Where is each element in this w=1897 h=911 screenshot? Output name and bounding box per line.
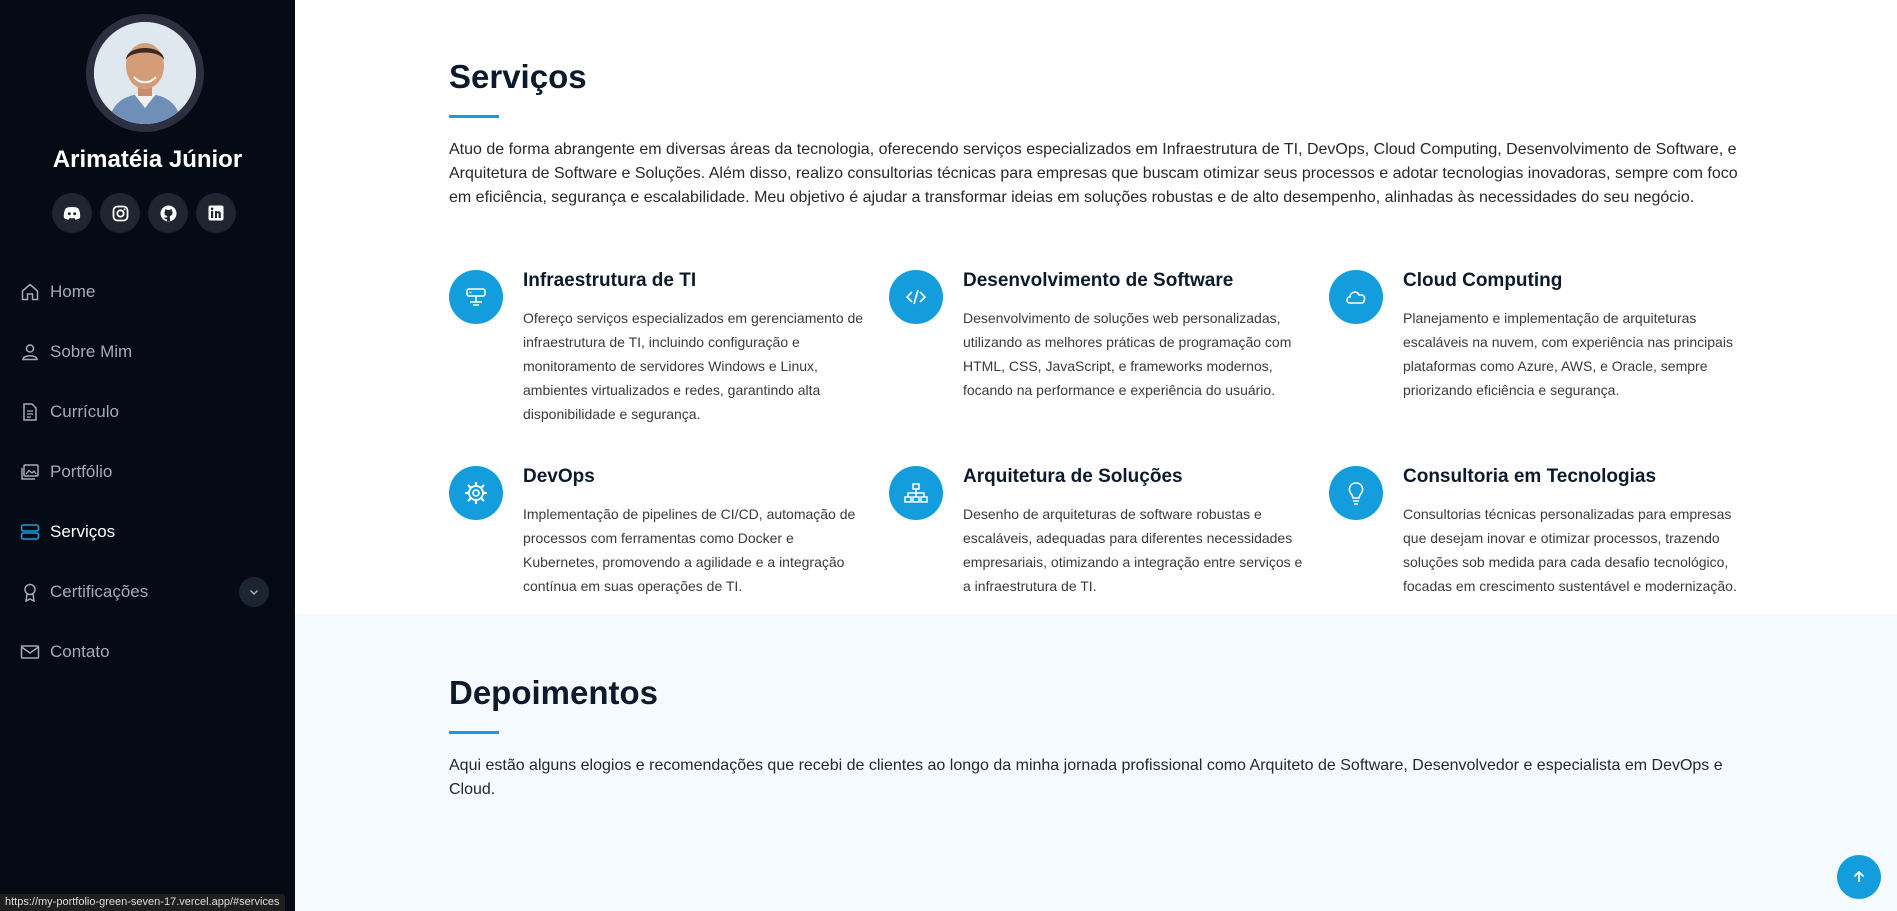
testimonials-section [295, 614, 1897, 911]
title-underline [449, 731, 499, 734]
service-text: Planejamento e implementação de arquiteturas escaláveis na nuvem, com experiência nas principais plataformas como Azure, AWS, e Oracle, sempre priorizando eficiência e segurança. [1403, 310, 1733, 398]
testimonials-title: Depoimentos [449, 674, 659, 711]
sidebar [0, 0, 295, 911]
service-card-infraestrutura [449, 270, 869, 430]
server-icon [464, 285, 488, 309]
profile-name: Arimatéia Júnior [52, 146, 243, 173]
services-description: Atuo de forma abrangente em diversas áreas da tecnologia, oferecendo serviços especializados em Infraestrutura de TI, DevOps, Cloud Computing, Desenvolvimento de Software, e Arquitetura de Software e Soluções. Além disso, realizo consultorias técnicas para empresas que buscam otimizar seus processos e adotar tecnologias inovadoras, sempre com foco em eficiência, segurança e escalabilidade. Meu objetivo é ajudar a transformar ideias em soluções robustas e de alto desempenho, alinhadas às necessidades do seu negócio. [449, 141, 1738, 206]
service-title: Desenvolvimento de Software [963, 270, 1234, 291]
images-icon [20, 462, 40, 482]
service-text: Implementação de pipelines de CI/CD, automação de processos com ferramentas como Docker e Kubernetes, promovendo a agilidade e a integração contínua em suas operações de TI. [523, 506, 856, 594]
scroll-top-button[interactable] [1837, 855, 1881, 899]
service-title: DevOps [523, 466, 595, 487]
code-icon [904, 285, 928, 309]
nav-label: Certificações [50, 582, 149, 601]
lightbulb-icon [1344, 480, 1368, 506]
person-icon [20, 342, 40, 362]
nav-label: Contato [50, 642, 110, 661]
service-card-arquitetura [889, 466, 1309, 626]
nav-item-home[interactable] [0, 262, 295, 322]
nav-item-sobre-mim[interactable] [0, 322, 295, 382]
service-text: Desenho de arquiteturas de software robustas e escaláveis, adequadas para diferentes necessidades empresariais, otimizando a integração entre serviços e a infraestrutura de TI. [963, 506, 1303, 594]
nav-item-servicos[interactable] [0, 502, 295, 562]
service-text: Desenvolvimento de soluções web personalizadas, utilizando as melhores práticas de programação com HTML, CSS, JavaScript, e frameworks modernos, focando na performance e experiência do usuário. [963, 310, 1292, 398]
service-card-cloud [1329, 270, 1749, 430]
linkedin-icon [208, 205, 224, 221]
file-icon [20, 402, 40, 422]
service-title: Infraestrutura de TI [523, 270, 697, 291]
github-link[interactable] [148, 193, 188, 233]
services-title: Serviços [449, 58, 587, 95]
services-section [295, 0, 1897, 614]
nav-label: Portfólio [50, 462, 113, 481]
gear-icon [463, 480, 489, 506]
discord-link[interactable] [52, 193, 92, 233]
home-icon [20, 282, 40, 302]
nav-item-curriculo[interactable] [0, 382, 295, 442]
service-text: Ofereço serviços especializados em gerenciamento de infraestrutura de TI, incluindo configuração e monitoramento de servidores Windows e Linux, ambientes virtualizados e redes, garantindo alta disponibilidade e segurança. [523, 310, 864, 422]
cloud-icon [1343, 285, 1369, 309]
github-icon [160, 205, 177, 222]
nav-item-certificacoes[interactable] [0, 562, 295, 622]
discord-icon [63, 206, 81, 220]
nav-label: Home [50, 282, 96, 301]
chevron-down-icon [248, 586, 260, 598]
service-card-consultoria [1329, 466, 1749, 626]
title-underline [449, 115, 499, 118]
service-card-desenvolvimento [889, 270, 1309, 430]
hdd-stack-icon [20, 522, 40, 542]
nav-label: Currículo [50, 402, 119, 421]
service-card-devops [449, 466, 869, 626]
arrow-up-icon [1851, 869, 1867, 885]
certificacoes-toggle[interactable] [239, 577, 269, 607]
main-content [295, 0, 1897, 911]
instagram-icon [112, 205, 129, 222]
award-icon [20, 582, 40, 602]
diagram-icon [903, 481, 929, 505]
sidebar-nav [0, 262, 295, 682]
social-links [52, 193, 236, 233]
instagram-link[interactable] [100, 193, 140, 233]
service-title: Cloud Computing [1403, 270, 1563, 291]
service-title: Consultoria em Tecnologias [1403, 466, 1657, 487]
service-text: Consultorias técnicas personalizadas para empresas que desejam inovar e otimizar processos, trazendo soluções sob medida para cada desafio tecnológico, focadas em crescimento sustentável e modernização. [1403, 506, 1737, 594]
service-title: Arquitetura de Soluções [963, 466, 1183, 487]
nav-label: Sobre Mim [50, 342, 133, 361]
nav-item-portfolio[interactable] [0, 442, 295, 502]
status-bar-url: https://my-portfolio-green-seven-17.vercel.app/#services [0, 894, 285, 911]
nav-item-contato[interactable] [0, 622, 295, 682]
nav-label: Serviços [50, 522, 116, 541]
testimonials-description: Aqui estão alguns elogios e recomendações que recebi de clientes ao longo da minha jornada profissional como Arquiteto de Software, Desenvolvedor e especialista em DevOps e Cloud. [449, 757, 1723, 798]
envelope-icon [20, 642, 40, 662]
avatar [86, 14, 204, 132]
linkedin-link[interactable] [196, 193, 236, 233]
